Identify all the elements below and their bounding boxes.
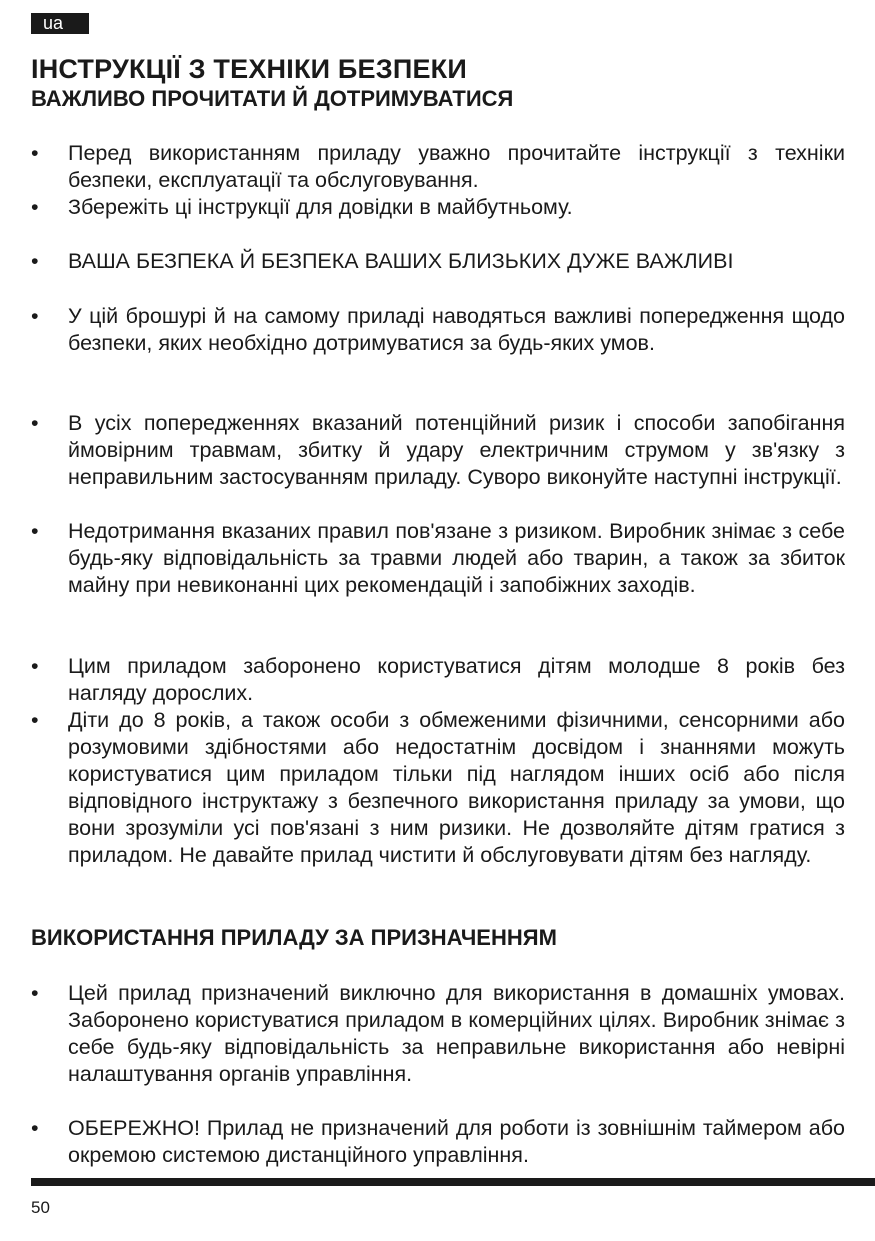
bullet-icon: • <box>31 304 39 328</box>
list-item <box>31 518 845 599</box>
bullet-icon: • <box>31 141 39 165</box>
footer-divider <box>31 1178 875 1186</box>
list-item <box>31 194 845 221</box>
bullet-icon: • <box>31 411 39 435</box>
bullet-icon: • <box>31 519 39 543</box>
list-item <box>31 980 845 1088</box>
bullet-icon: • <box>31 1116 39 1140</box>
list-item-text: ОБЕРЕЖНО! Прилад не призначений для роботи із зовнішнім таймером або окремою системою дистанційного управління. <box>68 1116 845 1167</box>
list-item-text: В усіх попередженнях вказаний потенційний ризик і способи запобігання ймовірним травмам, збитку й удару електричним струмом у зв'язку з неправильним застосуванням приладу. Суворо виконуйте наступні інструкції. <box>68 411 845 489</box>
bullet-icon: • <box>31 654 39 678</box>
list-item <box>31 1115 845 1169</box>
bullet-icon: • <box>31 195 39 219</box>
page-number: 50 <box>31 1198 50 1217</box>
list-item-text: Недотримання вказаних правил пов'язане з ризиком. Виробник знімає з себе будь-яку відповідальність за травми людей або тварин, а також за збиток майну при невиконанні цих рекомендацій і запобіжних заходів. <box>68 519 845 597</box>
list-item-text: Перед використанням приладу уважно прочитайте інструкції з техніки безпеки, експлуатації та обслуговування. <box>68 141 845 192</box>
list-item <box>31 248 845 275</box>
list-item <box>31 140 845 194</box>
list-item <box>31 707 845 869</box>
list-item <box>31 303 845 357</box>
language-badge: ua <box>31 13 89 34</box>
list-item <box>31 653 845 707</box>
section-heading: ВИКОРИСТАННЯ ПРИЛАДУ ЗА ПРИЗНАЧЕННЯМ <box>31 925 557 950</box>
bullet-icon: • <box>31 249 39 273</box>
page-subtitle: ВАЖЛИВО ПРОЧИТАТИ Й ДОТРИМУВАТИСЯ <box>31 86 514 111</box>
bullet-icon: • <box>31 981 39 1005</box>
list-item-text: У цій брошурі й на самому приладі наводяться важливі попередження щодо безпеки, яких необхідно дотримуватися за будь-яких умов. <box>68 304 845 355</box>
list-item-text: ВАША БЕЗПЕКА Й БЕЗПЕКА ВАШИХ БЛИЗЬКИХ ДУЖЕ ВАЖЛИВІ <box>68 249 734 273</box>
list-item-text: Діти до 8 років, а також особи з обмеженими фізичними, сенсорними або розумовими здібностями або недостатнім досвідом і знаннями можуть користуватися цим приладом тільки під наглядом інших осіб або після відповідного інструктажу з безпечного використання приладу за умови, що вони зрозуміли усі пов'язані з ним ризики. Не дозволяйте дітям гратися з приладом. Не давайте прилад чистити й обслуговувати дітям без нагляду. <box>68 708 845 867</box>
list-item-text: Цей прилад призначений виключно для використання в домашніх умовах. Заборонено користуватися приладом в комерційних цілях. Виробник знімає з себе будь-яку відповідальність за неправильне використання або невірні налаштування органів управління. <box>68 981 845 1086</box>
page-title: ІНСТРУКЦІЇ З ТЕХНІКИ БЕЗПЕКИ <box>31 54 467 84</box>
list-item-text: Цим приладом заборонено користуватися дітям молодше 8 років без нагляду дорослих. <box>68 654 845 705</box>
list-item <box>31 410 845 491</box>
bullet-icon: • <box>31 708 39 732</box>
list-item-text: Збережіть ці інструкції для довідки в майбутньому. <box>68 195 573 219</box>
